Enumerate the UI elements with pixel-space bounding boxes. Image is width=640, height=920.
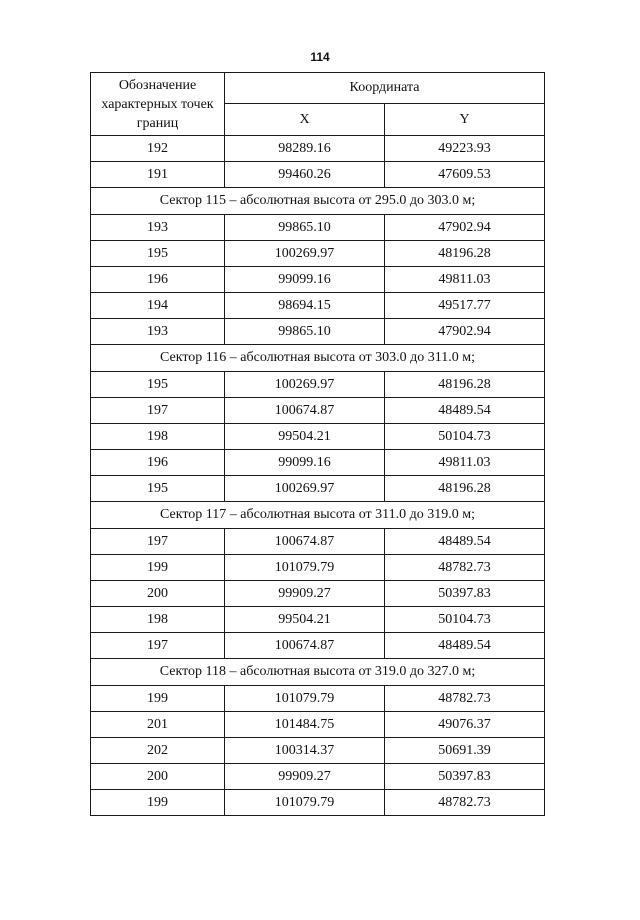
- table-header-row: [91, 73, 545, 104]
- y-header: Y: [385, 104, 545, 136]
- table-row: [91, 581, 545, 607]
- y-coordinate-cell: 47902.94: [385, 319, 545, 345]
- point-id-cell: 199: [91, 790, 225, 816]
- point-id-cell: 197: [91, 633, 225, 659]
- point-id-cell: 195: [91, 241, 225, 267]
- x-coordinate-cell: 99099.16: [225, 267, 385, 293]
- table-row: [91, 712, 545, 738]
- x-coordinate-cell: 100269.97: [225, 476, 385, 502]
- x-coordinate-cell: 98694.15: [225, 293, 385, 319]
- y-coordinate-cell: 48489.54: [385, 633, 545, 659]
- x-coordinate-cell: 100314.37: [225, 738, 385, 764]
- y-coordinate-cell: 50104.73: [385, 424, 545, 450]
- table-body: [91, 136, 545, 816]
- coordinate-header: Координата: [225, 73, 545, 104]
- table-row: [91, 162, 545, 188]
- x-coordinate-cell: 101079.79: [225, 686, 385, 712]
- table-row: [91, 529, 545, 555]
- y-coordinate-cell: 49517.77: [385, 293, 545, 319]
- table-row: [91, 764, 545, 790]
- point-id-cell: 200: [91, 581, 225, 607]
- sector-title: Сектор 118 – абсолютная высота от 319.0 до 327.0 м;: [91, 659, 545, 686]
- y-coordinate-cell: 50691.39: [385, 738, 545, 764]
- table-row: [91, 686, 545, 712]
- point-id-cell: 191: [91, 162, 225, 188]
- point-id-cell: 198: [91, 607, 225, 633]
- y-coordinate-cell: 48782.73: [385, 555, 545, 581]
- table-row: [91, 633, 545, 659]
- table-row: [91, 215, 545, 241]
- y-coordinate-cell: 48196.28: [385, 372, 545, 398]
- y-coordinate-cell: 49223.93: [385, 136, 545, 162]
- point-id-cell: 201: [91, 712, 225, 738]
- table-row: [91, 372, 545, 398]
- table-row: [91, 267, 545, 293]
- sector-row: [91, 345, 545, 372]
- y-coordinate-cell: 49811.03: [385, 267, 545, 293]
- sector-row: [91, 502, 545, 529]
- y-coordinate-cell: 48489.54: [385, 529, 545, 555]
- y-coordinate-cell: 50104.73: [385, 607, 545, 633]
- table-row: [91, 476, 545, 502]
- y-coordinate-cell: 47609.53: [385, 162, 545, 188]
- y-coordinate-cell: 50397.83: [385, 764, 545, 790]
- sector-title: Сектор 116 – абсолютная высота от 303.0 до 311.0 м;: [91, 345, 545, 372]
- table-row: [91, 319, 545, 345]
- point-id-cell: 196: [91, 267, 225, 293]
- x-coordinate-cell: 100674.87: [225, 633, 385, 659]
- y-coordinate-cell: 49076.37: [385, 712, 545, 738]
- x-coordinate-cell: 100674.87: [225, 398, 385, 424]
- x-coordinate-cell: 99099.16: [225, 450, 385, 476]
- table-row: [91, 738, 545, 764]
- point-id-cell: 193: [91, 319, 225, 345]
- y-coordinate-cell: 50397.83: [385, 581, 545, 607]
- table-row: [91, 293, 545, 319]
- point-id-cell: 200: [91, 764, 225, 790]
- designation-header: Обозначение характерных точек границ: [91, 73, 225, 136]
- table-row: [91, 790, 545, 816]
- x-coordinate-cell: 100674.87: [225, 529, 385, 555]
- y-coordinate-cell: 48196.28: [385, 241, 545, 267]
- table-row: [91, 450, 545, 476]
- sector-row: [91, 188, 545, 215]
- x-coordinate-cell: 99460.26: [225, 162, 385, 188]
- x-coordinate-cell: 101484.75: [225, 712, 385, 738]
- table-row: [91, 555, 545, 581]
- x-coordinate-cell: 99909.27: [225, 581, 385, 607]
- x-coordinate-cell: 99865.10: [225, 215, 385, 241]
- x-coordinate-cell: 99504.21: [225, 424, 385, 450]
- page-number: 114: [310, 50, 330, 64]
- table-row: [91, 607, 545, 633]
- table-row: [91, 136, 545, 162]
- point-id-cell: 198: [91, 424, 225, 450]
- x-coordinate-cell: 101079.79: [225, 555, 385, 581]
- point-id-cell: 197: [91, 398, 225, 424]
- sector-row: [91, 659, 545, 686]
- y-coordinate-cell: 48489.54: [385, 398, 545, 424]
- point-id-cell: 197: [91, 529, 225, 555]
- point-id-cell: 193: [91, 215, 225, 241]
- point-id-cell: 196: [91, 450, 225, 476]
- x-coordinate-cell: 99865.10: [225, 319, 385, 345]
- y-coordinate-cell: 48196.28: [385, 476, 545, 502]
- y-coordinate-cell: 48782.73: [385, 686, 545, 712]
- point-id-cell: 199: [91, 555, 225, 581]
- point-id-cell: 194: [91, 293, 225, 319]
- point-id-cell: 195: [91, 372, 225, 398]
- x-coordinate-cell: 98289.16: [225, 136, 385, 162]
- sector-title: Сектор 117 – абсолютная высота от 311.0 до 319.0 м;: [91, 502, 545, 529]
- x-coordinate-cell: 99909.27: [225, 764, 385, 790]
- point-id-cell: 192: [91, 136, 225, 162]
- point-id-cell: 195: [91, 476, 225, 502]
- x-coordinate-cell: 100269.97: [225, 241, 385, 267]
- x-coordinate-cell: 99504.21: [225, 607, 385, 633]
- x-coordinate-cell: 100269.97: [225, 372, 385, 398]
- point-id-cell: 199: [91, 686, 225, 712]
- table-row: [91, 424, 545, 450]
- y-coordinate-cell: 48782.73: [385, 790, 545, 816]
- x-coordinate-cell: 101079.79: [225, 790, 385, 816]
- table-row: [91, 398, 545, 424]
- sector-title: Сектор 115 – абсолютная высота от 295.0 до 303.0 м;: [91, 188, 545, 215]
- coordinates-table: [90, 72, 545, 816]
- y-coordinate-cell: 49811.03: [385, 450, 545, 476]
- x-header: X: [225, 104, 385, 136]
- point-id-cell: 202: [91, 738, 225, 764]
- y-coordinate-cell: 47902.94: [385, 215, 545, 241]
- table-row: [91, 241, 545, 267]
